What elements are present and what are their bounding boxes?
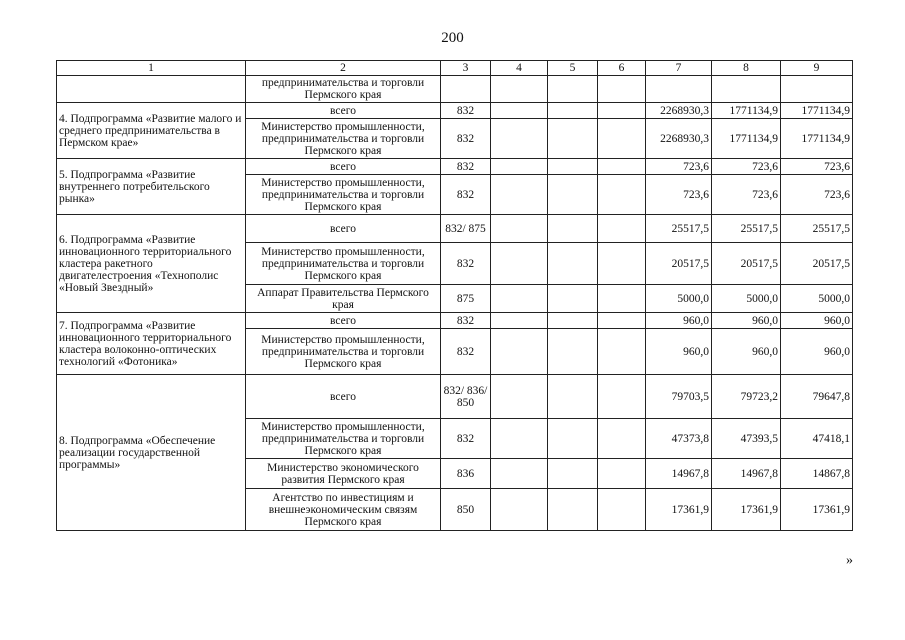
- column-header-3: 3: [441, 61, 491, 76]
- code-cell: 832/ 836/ 850: [441, 375, 491, 419]
- value-col9: 25517,5: [781, 215, 853, 243]
- value-col7: 2268930,3: [646, 119, 712, 159]
- value-col8: 20517,5: [712, 243, 781, 285]
- value-col7: 25517,5: [646, 215, 712, 243]
- executor-cell: всего: [246, 313, 441, 329]
- column-header-7: 7: [646, 61, 712, 76]
- value-col9: 723,6: [781, 159, 853, 175]
- code-cell: 832: [441, 159, 491, 175]
- value-col8: 723,6: [712, 159, 781, 175]
- budget-table: [56, 60, 853, 531]
- table-row: [57, 375, 853, 419]
- value-col7: 2268930,3: [646, 103, 712, 119]
- code-cell: 875: [441, 285, 491, 313]
- executor-cell: Агентство по инвестициям и внешнеэкономическим связям Пермского края: [246, 489, 441, 531]
- page-number: 200: [441, 30, 464, 46]
- value-col7: 14967,8: [646, 459, 712, 489]
- table-row: [57, 215, 853, 243]
- executor-cell: Министерство промышленности, предпринимательства и торговли Пермского края: [246, 119, 441, 159]
- value-col9: 960,0: [781, 313, 853, 329]
- column-header-1: 1: [57, 61, 246, 76]
- column-header-5: 5: [548, 61, 598, 76]
- value-col9: 17361,9: [781, 489, 853, 531]
- executor-cell: Министерство промышленности, предпринимательства и торговли Пермского края: [246, 175, 441, 215]
- code-cell: 832: [441, 329, 491, 375]
- value-col9: 14867,8: [781, 459, 853, 489]
- column-header-6: 6: [598, 61, 646, 76]
- executor-cell: всего: [246, 159, 441, 175]
- value-col9: 47418,1: [781, 419, 853, 459]
- value-col9: 960,0: [781, 329, 853, 375]
- value-col8: 25517,5: [712, 215, 781, 243]
- value-col8: 960,0: [712, 329, 781, 375]
- value-col9: 20517,5: [781, 243, 853, 285]
- value-col8: 960,0: [712, 313, 781, 329]
- executor-cell: всего: [246, 375, 441, 419]
- value-col8: 1771134,9: [712, 119, 781, 159]
- code-cell: 832: [441, 243, 491, 285]
- value-col7: 960,0: [646, 329, 712, 375]
- executor-cell: Министерство промышленности, предпринимательства и торговли Пермского края: [246, 419, 441, 459]
- continuation-row: [57, 76, 853, 103]
- value-col7: 79703,5: [646, 375, 712, 419]
- value-col8: 17361,9: [712, 489, 781, 531]
- column-header-row: [57, 61, 853, 76]
- executor-cell: всего: [246, 103, 441, 119]
- executor-cell: предпринимательства и торговли Пермского края: [246, 76, 441, 103]
- value-col8: 47393,5: [712, 419, 781, 459]
- column-header-9: 9: [781, 61, 853, 76]
- value-col9: 723,6: [781, 175, 853, 215]
- executor-cell: Аппарат Правительства Пермского края: [246, 285, 441, 313]
- column-header-4: 4: [491, 61, 548, 76]
- code-cell: 836: [441, 459, 491, 489]
- executor-cell: всего: [246, 215, 441, 243]
- value-col8: 1771134,9: [712, 103, 781, 119]
- value-col7: 20517,5: [646, 243, 712, 285]
- executor-cell: Министерство промышленности, предпринимательства и торговли Пермского края: [246, 329, 441, 375]
- closing-quote-mark: »: [846, 553, 853, 568]
- subprogram-name: 8. Подпрограмма «Обеспечение реализации государственной программы»: [57, 375, 246, 531]
- code-cell: 832: [441, 313, 491, 329]
- code-cell: 832: [441, 175, 491, 215]
- value-col8: 79723,2: [712, 375, 781, 419]
- code-cell: 832/ 875: [441, 215, 491, 243]
- value-col7: 723,6: [646, 159, 712, 175]
- column-header-2: 2: [246, 61, 441, 76]
- code-cell: 832: [441, 103, 491, 119]
- code-cell: 850: [441, 489, 491, 531]
- code-cell: 832: [441, 419, 491, 459]
- value-col8: 14967,8: [712, 459, 781, 489]
- subprogram-name: 4. Подпрограмма «Развитие малого и среднего предпринимательства в Пермском крае»: [57, 103, 246, 159]
- value-col7: 47373,8: [646, 419, 712, 459]
- subprogram-name: 7. Подпрограмма «Развитие инновационного территориального кластера волоконно-оптических технологий «Фотоника»: [57, 313, 246, 375]
- column-header-8: 8: [712, 61, 781, 76]
- value-col8: 723,6: [712, 175, 781, 215]
- value-col7: 17361,9: [646, 489, 712, 531]
- value-col7: 5000,0: [646, 285, 712, 313]
- table-row: [57, 313, 853, 329]
- subprogram-name: 6. Подпрограмма «Развитие инновационного территориального кластера ракетного двигателестроения «Технополис «Новый Звездный»: [57, 215, 246, 313]
- table-row: [57, 103, 853, 119]
- code-cell: 832: [441, 119, 491, 159]
- value-col9: 1771134,9: [781, 119, 853, 159]
- executor-cell: Министерство экономического развития Пермского края: [246, 459, 441, 489]
- subprogram-name: 5. Подпрограмма «Развитие внутреннего потребительского рынка»: [57, 159, 246, 215]
- value-col9: 1771134,9: [781, 103, 853, 119]
- value-col7: 723,6: [646, 175, 712, 215]
- executor-cell: Министерство промышленности, предпринимательства и торговли Пермского края: [246, 243, 441, 285]
- value-col9: 5000,0: [781, 285, 853, 313]
- value-col7: 960,0: [646, 313, 712, 329]
- value-col8: 5000,0: [712, 285, 781, 313]
- value-col9: 79647,8: [781, 375, 853, 419]
- table-row: [57, 159, 853, 175]
